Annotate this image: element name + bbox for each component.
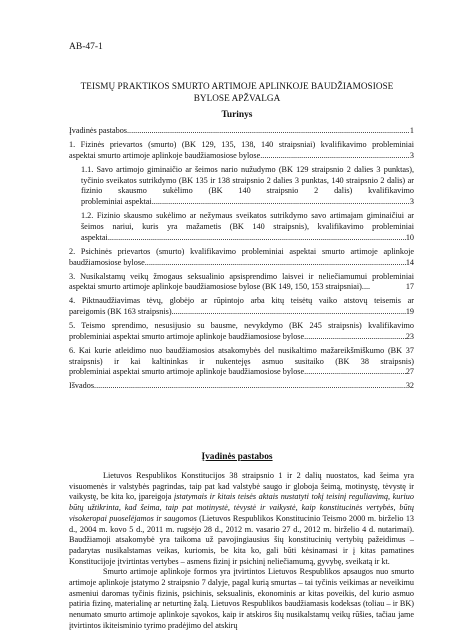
- toc-leader-dots: [127, 126, 410, 137]
- toc-leader-dots: [94, 381, 406, 392]
- document-id: AB-47-1: [69, 42, 103, 52]
- title-line-2: BYLOSE APŽVALGA: [193, 93, 281, 103]
- toc-entry-last-line: Išvados: [69, 381, 95, 391]
- toc-entry[interactable]: [69, 140, 414, 162]
- toc-page-number: 17: [405, 282, 414, 292]
- toc-leader-dots: [108, 233, 406, 244]
- toc-heading: Turinys: [221, 110, 253, 120]
- toc-entry-last-line: aspektai: [81, 232, 108, 242]
- toc-leader-dots: [304, 367, 406, 378]
- toc-entry-last-line: probleminiai aspektai smurto artimoje aplinkoje baudžiamosiose bylose: [69, 367, 305, 377]
- toc-page-number: 14: [405, 257, 414, 267]
- paragraph-2: Smurto artimoje aplinkoje formos yra įtvirtintos Lietuvos Respublikos apsaugos nuo smurto artimoje aplinkoje įstatymo 2 straipsnio 7 dalyje, pagal kurią smurtas – tai tyčinis veikimas ar neveikimu asmeniui daromas tyčinis fizinis, psichinis, seksualinis, ekonominis ar kitas poveikis, del kurio asmuo patiria fizinę, materialinę ar neturtinę žalą. Lietuvos Respublikos baudžiamasis kodeksas (toliau – ir BK) nenumato smurto artimoje aplinkoje sąvokos, kaip ir atskiros šių nusikalstamų veikų rūšies, tačiau jame įtvirtintos ikiteisminio tyrimo pradėjimo del atskirų: [69, 567, 414, 630]
- toc-entry-last-line: pareigomis (BK 163 straipsnis): [69, 307, 172, 317]
- toc-entry-text: 6. Kai kurie atleidimo nuo baudžiamosios atsakomybės del nusikaltimo mažareikšmiškumo (BK 37 straipsnis) ir kai kaltininkas ir nukentejęs asmuo susitaiko (BK 38 straipsnis): [69, 345, 414, 366]
- toc-entry-last-line: probleminiai aspektai smurto artimoje aplinkoje baudžiamosiose bylose: [69, 331, 305, 341]
- toc-page-number: 1: [409, 126, 414, 135]
- paragraph-1: Lietuvos Respublikos Konstitucijos 38 straipsnio 1 ir 2 dalių nuostatos, kad šeima yra visuomenės ir valstybės pagrindas, taip pat kad valstybė saugo ir globoja šeimą, motinystę, tėvystę ir vaikystę, be kita ko, įpareigoja įstatymais ir kitais teisės aktais nustatyti tokį teisinį reguliavimą, kuriuo būtų užtikrinta, kad šeima, taip pat motinystė, tėvystė ir vaikystė, kaip konstitucinės vertybės, būtų visokeropai puoselėjamos ir saugomos (Lietuvos Respublikos Konstitucinio Teismo 2000 m. birželio 13 d., 2004 m. kovo 5 d., 2011 m. rugsėjo 28 d., 2012 m. vasario 27 d., 2012 m. birželio 4 d. nutarimai). Baudžiamoji atsakomybė yra taikoma už pavojingiausius šių konstitucinių vertybių pažeidimus – padarytas nusikalstamas veikas, kuriomis, be kita ko, gali būti kėsinamasi ir į kitas pamatines Konstitucijoje įtvirtintas vertybes – asmens fizinį ir psichinį neliečiamumą, gyvybę, sveikatą ir kt.: [69, 471, 415, 566]
- toc-page-number: 27: [405, 367, 414, 377]
- section-heading: Įvadinės pastabos: [201, 452, 273, 462]
- toc-entry-text: 2. Psichinės prievartos (smurto) kvalifikavimo probleminiai aspektai smurto artimoje aplinkoje: [69, 246, 414, 256]
- toc-entry[interactable]: [69, 321, 414, 343]
- toc-entry-text: 4. Piktnaudžiavimas tėvų, globėjo ar rūpintojo arba kitų teisėtų vaiko atstovų teisemis ar: [69, 296, 414, 306]
- toc-entry[interactable]: [69, 247, 414, 269]
- toc-entry[interactable]: [81, 165, 414, 208]
- toc-entry-text: 3. Nusikalstamų veikų žmogaus seksualinio apsisprendimo laisvei ir neliečiamumui probleminiai aspektai smurto artimoje aplinkoje baudžiamosiose bylose (BK 149, 150, 153 straipsniai): [69, 271, 414, 292]
- toc-entry-text: 1. Fizinės prievartos (smurto) (BK 129, 135, 138, 140 straipsniai) kvalifikavimo probleminiai: [69, 139, 414, 149]
- toc-page-number: 10: [405, 232, 414, 242]
- toc-entry-last-line: baudžiamosiose bylose: [69, 257, 145, 267]
- toc-entry-text: 5. Teismo sprendimo, nesusijusio su bausme, nevykdymo (BK 245 straipsnis) kvalifikavimo: [69, 321, 414, 331]
- toc-entry-last-line: Įvadinės pastabos: [69, 126, 127, 135]
- document-title: [60, 80, 414, 104]
- toc-entry[interactable]: [81, 211, 414, 243]
- toc-entry[interactable]: [69, 126, 414, 137]
- toc-entry[interactable]: [69, 346, 414, 378]
- toc-entry-last-line: aspektai smurto artimoje aplinkoje baudžiamosiose bylose: [69, 150, 261, 160]
- toc-page-number: 3: [409, 197, 414, 207]
- toc-page-number: 23: [405, 331, 414, 341]
- toc-leader-dots: [145, 258, 406, 269]
- title-line-1: TEISMŲ PRAKTIKOS SMURTO ARTIMOJE APLINKOJE BAUDŽIAMOSIOSE: [80, 81, 394, 91]
- toc-page-number: 32: [405, 381, 414, 391]
- toc-entry-text: 1.1. Savo artimojo giminaičio ar šeimos nario nužudymo (BK 129 straipsnio 2 dalies 3 punktas), tyčinio sveikatos sutrikdymo (BK 135 ir 138 straipsnio 2 dalies 3 punktas, 140 straipsnio 2 dalis) ar fizinio skausmo sukėlimo (BK 140 straipsnio 2 dalis) kvalifikavimo: [81, 164, 414, 196]
- toc-page-number: 3: [409, 150, 414, 160]
- toc-leader-dots: [152, 197, 410, 208]
- toc-entry[interactable]: [69, 296, 414, 318]
- toc-leader-dots: [304, 332, 406, 343]
- toc-entry-last-line: probleminiai aspektai: [81, 197, 152, 207]
- toc-leader-dots: [172, 307, 406, 318]
- paragraph-1-quote: įstatymais ir kitais teisės aktais nustatyti tokį teisinį reguliavimą, kuriuo būtų užtikrinta, kad šeima, taip pat motinystė, tėvystė ir vaikystė, kaip konstitucinės vertybės, būtų visokeropai puoselėjamos ir saugomos: [69, 492, 414, 523]
- table-of-contents: [69, 126, 414, 395]
- toc-page-number: 19: [405, 307, 414, 317]
- toc-entry[interactable]: [69, 381, 414, 392]
- body-text: [69, 471, 414, 632]
- toc-entry[interactable]: 3. Nusikalstamų veikų žmogaus seksualinio apsisprendimo laisvei ir neliečiamumui probleminiai aspektai smurto artimoje aplinkoje baudžiamosiose bylose (BK 149, 150, 153 straipsniai).... 17: [69, 271, 414, 292]
- toc-entry-text: 1.2. Fizinio skausmo sukėlimo ar nežymaus sveikatos sutrikdymo savo artimajam giminaičiui ar šeimos nariui, kuris yra mažametis (BK 140 straipsnis), kvalifikavimo probleminiai: [81, 211, 414, 231]
- toc-leader-dots: [260, 151, 410, 162]
